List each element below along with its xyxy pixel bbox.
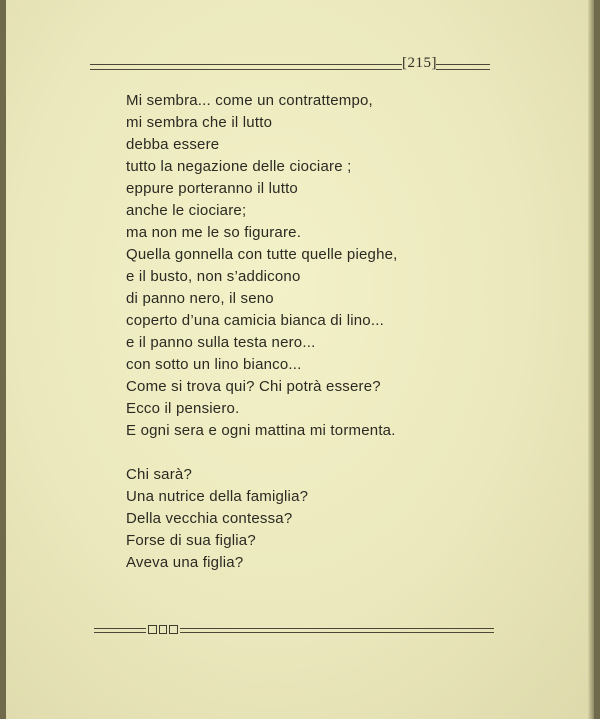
poem-line: debba essere — [126, 136, 220, 153]
footer-rule-left — [94, 628, 146, 633]
poem-line: Forse di sua figlia? — [126, 532, 256, 549]
poem-line: E ogni sera e ogni mattina mi tormenta. — [126, 422, 396, 439]
poem-line: anche le ciociare; — [126, 202, 247, 219]
poem-line: con sotto un lino bianco... — [126, 356, 302, 373]
poem-line: mi sembra che il lutto — [126, 114, 273, 131]
page-edge-shadow — [588, 0, 594, 719]
poem-line: Aveva una figlia? — [126, 554, 244, 571]
footer-rule-right — [180, 628, 494, 633]
page-number: [215] — [402, 55, 437, 71]
poem-line: Della vecchia contessa? — [126, 510, 293, 527]
poem-line: e il panno sulla testa nero... — [126, 334, 316, 351]
poem-line: ma non me le so figurare. — [126, 224, 302, 241]
poem-line: eppure porteranno il lutto — [126, 180, 298, 197]
ornament-square-icon — [169, 625, 178, 634]
poem-line: Chi sarà? — [126, 466, 192, 483]
poem-line: Ecco il pensiero. — [126, 400, 240, 417]
page-header — [90, 55, 490, 71]
poem-line: Quella gonnella con tutte quelle pieghe, — [126, 246, 398, 263]
header-rule-left — [90, 64, 402, 70]
ornament-square-icon — [159, 625, 168, 634]
poem-line: e il busto, non s’addicono — [126, 268, 301, 285]
page-footer — [94, 624, 494, 636]
header-rule-right — [436, 64, 490, 70]
poem-line: Mi sembra... come un contrattempo, — [126, 92, 373, 109]
poem-line: coperto d’una camicia bianca di lino... — [126, 312, 384, 329]
poem-line: tutto la negazione delle ciociare ; — [126, 158, 352, 175]
triple-square-ornament-icon — [148, 624, 178, 634]
poem-body — [126, 90, 486, 574]
poem-line: di panno nero, il seno — [126, 290, 274, 307]
poem-line: Come si trova qui? Chi potrà essere? — [126, 378, 381, 395]
ornament-square-icon — [148, 625, 157, 634]
stanza-gap — [126, 442, 486, 464]
poem-line: Una nutrice della famiglia? — [126, 488, 309, 505]
book-page — [6, 0, 594, 719]
